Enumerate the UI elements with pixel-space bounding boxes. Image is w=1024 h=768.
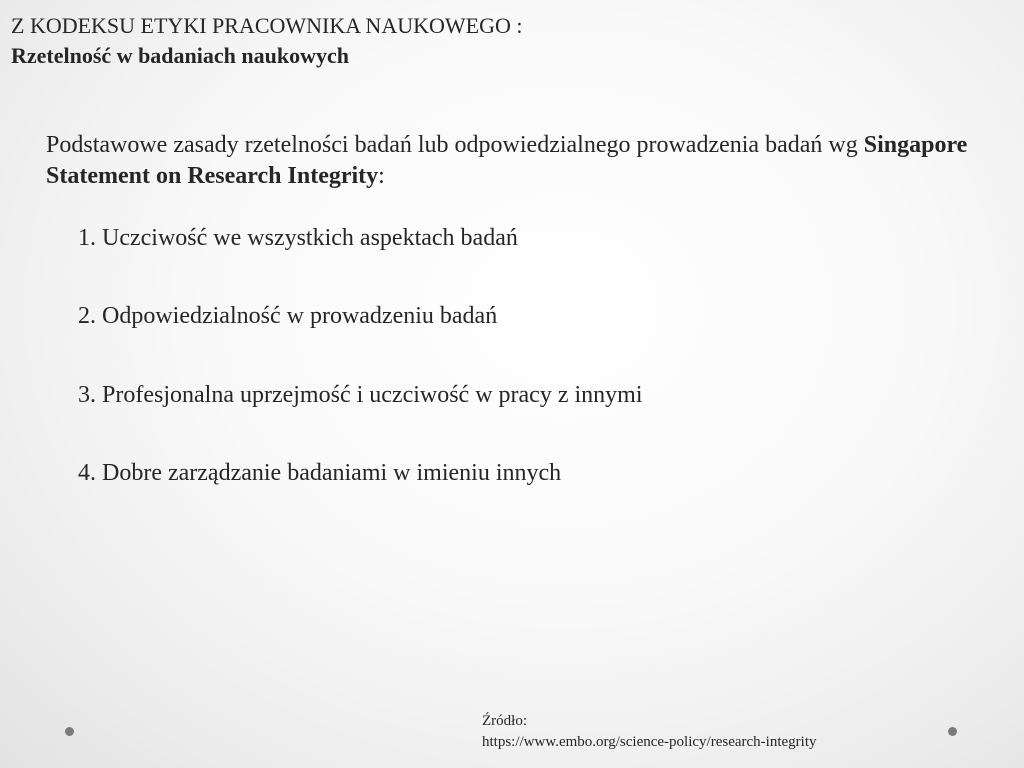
intro-paragraph <box>46 130 1006 192</box>
decorative-dot-right <box>948 727 957 736</box>
slide-title: Z KODEKSU ETYKI PRACOWNIKA NAUKOWEGO : <box>11 13 523 38</box>
source-url: https://www.embo.org/science-policy/research-integrity <box>482 734 817 750</box>
intro-text: Podstawowe zasady rzetelności badań lub odpowiedzialnego prowadzenia badań wg <box>46 132 864 158</box>
decorative-dot-left <box>65 727 74 736</box>
principle-item-2: 2. Odpowiedzialność w prowadzeniu badań <box>78 303 498 329</box>
source-label: Źródło: <box>482 713 527 729</box>
intro-emphasis: Singapore Statement on Research Integrity <box>46 132 968 189</box>
source-note <box>482 711 816 753</box>
principle-item-4: 4. Dobre zarządzanie badaniami w imieniu innych <box>78 460 562 486</box>
principle-item-1: 1. Uczciwość we wszystkich aspektach badań <box>78 225 518 251</box>
slide-subtitle: Rzetelność w badaniach naukowych <box>11 43 349 68</box>
intro-colon: : <box>378 163 385 189</box>
principle-item-3: 3. Profesjonalna uprzejmość i uczciwość w pracy z innymi <box>78 382 643 408</box>
